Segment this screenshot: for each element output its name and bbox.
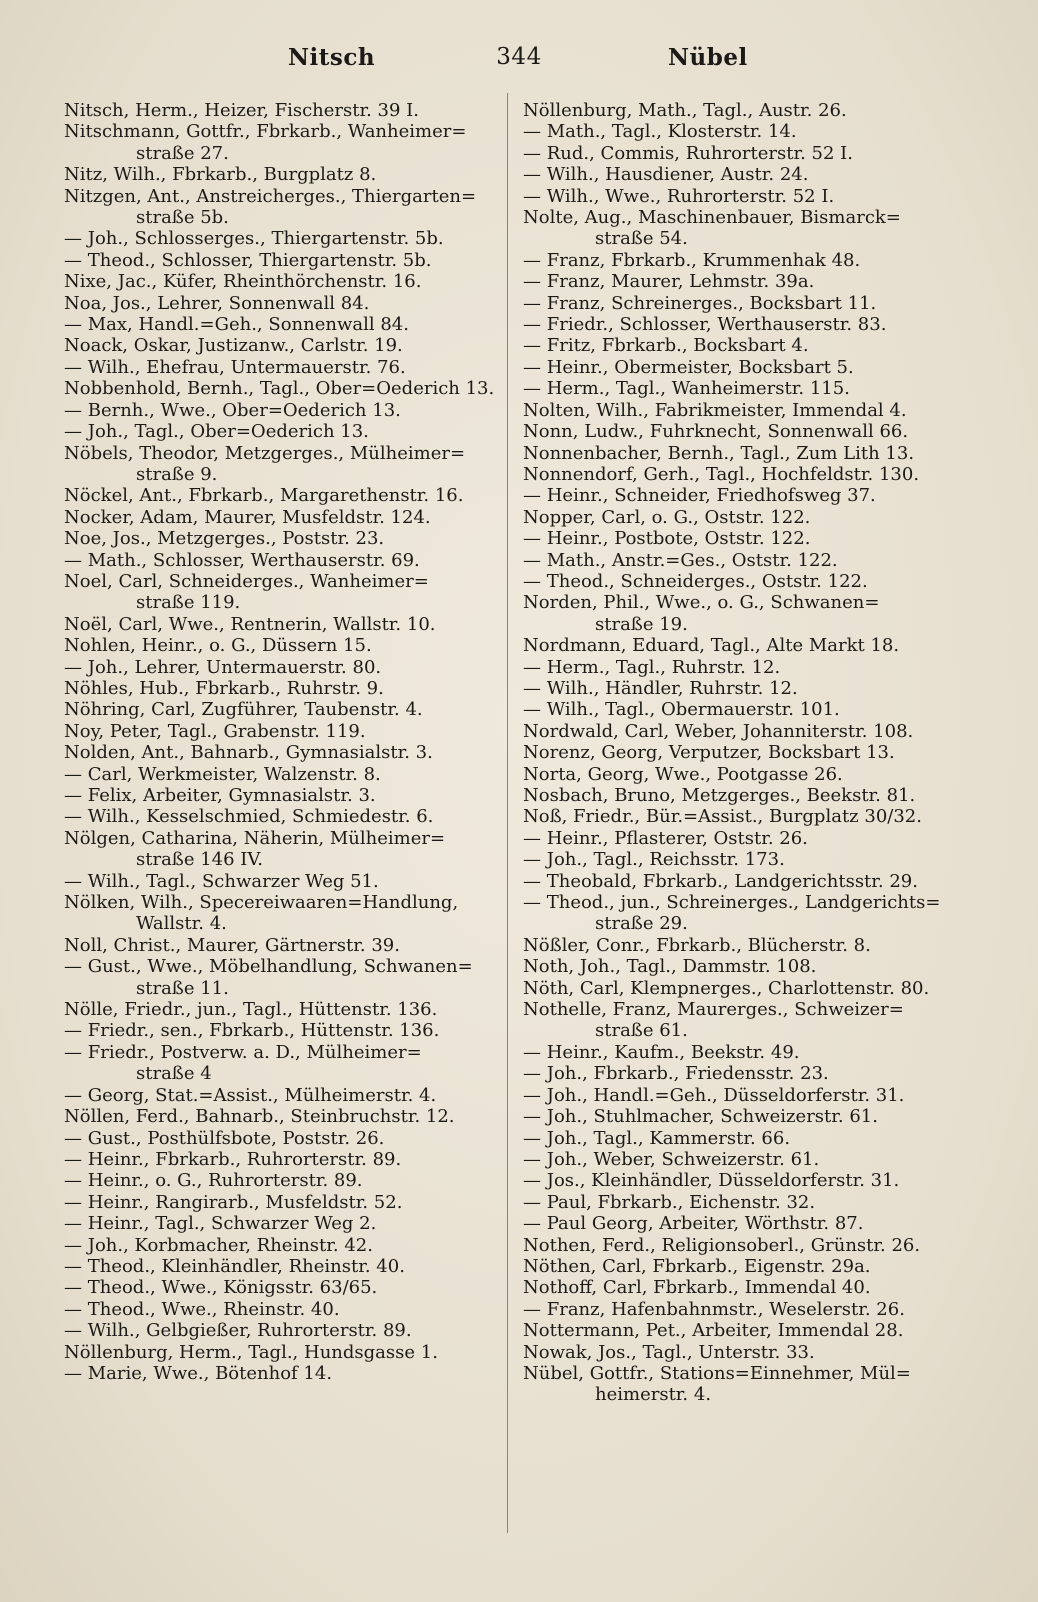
directory-entry <box>64 1106 494 1127</box>
entry-line: Nolden, Ant., Bahnarb., Gymnasialstr. 3. <box>64 742 433 764</box>
entry-line: — Wilh., Kesselschmied, Schmiedestr. 6. <box>64 806 434 828</box>
directory-entry <box>64 100 494 121</box>
directory-entry <box>523 592 953 635</box>
entry-line: — Joh., Lehrer, Untermauerstr. 80. <box>64 656 382 678</box>
entry-line: Noth, Joh., Tagl., Dammstr. 108. <box>523 956 817 978</box>
directory-entry <box>523 871 953 892</box>
entry-line: Nocker, Adam, Maurer, Musfeldstr. 124. <box>64 506 431 528</box>
entry-line: — Heinr., Rangirarb., Musfeldstr. 52. <box>64 1191 403 1213</box>
entry-line: — Heinr., Fbrkarb., Ruhrorterstr. 89. <box>64 1148 402 1170</box>
directory-entry <box>523 806 953 827</box>
directory-entry <box>523 1042 953 1063</box>
directory-entry <box>64 421 494 442</box>
directory-entry <box>523 849 953 870</box>
directory-entry <box>523 550 953 571</box>
entry-line: — Paul, Fbrkarb., Eichenstr. 32. <box>523 1191 816 1213</box>
directory-entry <box>64 785 494 806</box>
directory-entry <box>64 250 494 271</box>
directory-entry <box>64 1170 494 1191</box>
directory-entry <box>523 1106 953 1127</box>
directory-entry <box>64 528 494 549</box>
directory-entry <box>64 1235 494 1256</box>
directory-entry <box>523 1128 953 1149</box>
entry-line: Nöllenburg, Herm., Tagl., Hundsgasse 1. <box>64 1341 438 1363</box>
entry-line: — Friedr., Schlosser, Werthauserstr. 83. <box>523 314 887 336</box>
directory-entry <box>64 764 494 785</box>
entry-line: Nolten, Wilh., Fabrikmeister, Immendal 4. <box>523 399 907 421</box>
directory-entry <box>523 335 953 356</box>
directory-entry <box>523 314 953 335</box>
entry-continuation: straße 54. <box>595 228 688 250</box>
header-first-name: Nitsch <box>288 44 376 71</box>
entry-line: — Heinr., Kaufm., Beekstr. 49. <box>523 1041 800 1063</box>
directory-entry <box>523 1063 953 1084</box>
entry-line: Nölgen, Catharina, Näherin, Mülheimer= <box>64 827 446 849</box>
directory-entry <box>64 999 494 1020</box>
entry-line: Nöhles, Hub., Fbrkarb., Ruhrstr. 9. <box>64 677 384 699</box>
entry-line: Nolte, Aug., Maschinenbauer, Bismarck= <box>523 207 901 229</box>
entry-line: — Wilh., Hausdiener, Austr. 24. <box>523 164 809 186</box>
directory-entry <box>523 742 953 763</box>
entry-line: Nitschmann, Gottfr., Fbrkarb., Wanheimer= <box>64 121 467 143</box>
directory-entry <box>64 1320 494 1341</box>
directory-entry <box>64 1299 494 1320</box>
entry-line: — Theobald, Fbrkarb., Landgerichtsstr. 29. <box>523 870 918 892</box>
entry-continuation: Wallstr. 4. <box>136 913 227 935</box>
entry-line: — Theod., Wwe., Königsstr. 63/65. <box>64 1277 378 1299</box>
entry-line: Nosbach, Bruno, Metzgerges., Beekstr. 81. <box>523 785 916 806</box>
directory-entry <box>64 186 494 229</box>
entry-line: — Marie, Wwe., Bötenhof 14. <box>64 1362 333 1384</box>
entry-line: — Joh., Korbmacher, Rheinstr. 42. <box>64 1234 373 1256</box>
directory-entry <box>64 335 494 356</box>
entry-continuation: heimerstr. 4. <box>595 1384 712 1406</box>
column-divider <box>507 93 508 1533</box>
entry-continuation: straße 9. <box>136 463 218 485</box>
entry-line: — Heinr., Pflasterer, Oststr. 26. <box>523 827 808 849</box>
directory-entry <box>64 657 494 678</box>
entry-line: Nölken, Wilh., Specereiwaaren=Handlung, <box>64 892 459 914</box>
entry-line: Norenz, Georg, Verputzer, Bocksbart 13. <box>523 742 895 764</box>
directory-entry <box>523 357 953 378</box>
entry-line: — Heinr., Obermeister, Bocksbart 5. <box>523 356 854 378</box>
entry-line: Nöllenburg, Math., Tagl., Austr. 26. <box>523 100 847 121</box>
directory-entry <box>523 721 953 742</box>
directory-entry <box>523 100 953 121</box>
entry-line: Nobbenhold, Bernh., Tagl., Ober=Oederich 13. <box>64 378 495 400</box>
directory-entry <box>523 507 953 528</box>
entry-line: — Theod., Schlosser, Thiergartenstr. 5b. <box>64 249 432 271</box>
entry-line: Nöth, Carl, Klempnerges., Charlottenstr. 80. <box>523 977 930 999</box>
directory-entry <box>523 421 953 442</box>
entry-line: — Heinr., o. G., Ruhrorterstr. 89. <box>64 1170 363 1192</box>
entry-line: Nowak, Jos., Tagl., Unterstr. 33. <box>523 1341 815 1363</box>
entry-line: — Fritz, Fbrkarb., Bocksbart 4. <box>523 335 809 357</box>
entry-line: — Joh., Tagl., Reichsstr. 173. <box>523 849 785 871</box>
entry-line: — Bernh., Wwe., Ober=Oederich 13. <box>64 399 401 421</box>
directory-entry <box>523 443 953 464</box>
directory-entry <box>64 721 494 742</box>
directory-entry <box>523 571 953 592</box>
entry-line: — Friedr., sen., Fbrkarb., Hüttenstr. 136. <box>64 1020 440 1042</box>
directory-entry <box>523 1149 953 1170</box>
directory-entry <box>523 935 953 956</box>
directory-entry <box>64 1128 494 1149</box>
directory-entry <box>523 464 953 485</box>
directory-entry <box>64 635 494 656</box>
directory-entry <box>523 528 953 549</box>
entry-line: — Friedr., Postverw. a. D., Mülheimer= <box>64 1041 422 1063</box>
right-column <box>523 100 953 1406</box>
entry-line: — Wilh., Ehefrau, Untermauerstr. 76. <box>64 356 406 378</box>
directory-entry <box>523 164 953 185</box>
entry-line: — Joh., Fbrkarb., Friedensstr. 23. <box>523 1063 829 1085</box>
entry-line: — Franz, Maurer, Lehmstr. 39a. <box>523 271 815 293</box>
directory-entry <box>523 186 953 207</box>
directory-entry <box>64 378 494 399</box>
entry-line: — Math., Anstr.=Ges., Oststr. 122. <box>523 549 838 571</box>
entry-line: — Franz, Hafenbahnmstr., Weselerstr. 26. <box>523 1298 905 1320</box>
directory-entry <box>523 1277 953 1298</box>
entry-line: Nitz, Wilh., Fbrkarb., Burgplatz 8. <box>64 164 377 186</box>
directory-entry <box>64 121 494 164</box>
directory-entry <box>64 357 494 378</box>
left-column <box>64 100 494 1384</box>
directory-entry <box>64 293 494 314</box>
directory-entry <box>523 293 953 314</box>
entry-line: — Jos., Kleinhändler, Düsseldorferstr. 31. <box>523 1170 900 1192</box>
entry-continuation: straße 61. <box>595 1020 688 1042</box>
entry-line: Nöckel, Ant., Fbrkarb., Margarethenstr. 16. <box>64 485 464 507</box>
entry-line: Nonnenbacher, Bernh., Tagl., Zum Lith 13. <box>523 442 915 464</box>
entry-line: Nübel, Gottfr., Stations=Einnehmer, Mül= <box>523 1362 911 1384</box>
entry-line: — Franz, Fbrkarb., Krummenhak 48. <box>523 249 861 271</box>
entry-line: — Franz, Schreinerges., Bocksbart 11. <box>523 292 877 314</box>
entry-continuation: straße 5b. <box>136 207 229 229</box>
directory-entry <box>64 892 494 935</box>
directory-entry <box>64 806 494 827</box>
directory-entry <box>523 699 953 720</box>
directory-entry <box>523 1192 953 1213</box>
entry-line: Nitsch, Herm., Heizer, Fischerstr. 39 I. <box>64 100 420 121</box>
directory-entry <box>64 271 494 292</box>
entry-continuation: straße 119. <box>136 592 241 614</box>
entry-line: — Heinr., Tagl., Schwarzer Weg 2. <box>64 1213 377 1235</box>
directory-entry <box>523 1342 953 1363</box>
directory-entry <box>523 1299 953 1320</box>
entry-line: Nöhring, Carl, Zugführer, Taubenstr. 4. <box>64 699 423 721</box>
entry-line: Nothen, Ferd., Religionsoberl., Grünstr. 26. <box>523 1234 921 1256</box>
entry-line: — Theod., Kleinhändler, Rheinstr. 40. <box>64 1255 405 1277</box>
entry-line: Nöllen, Ferd., Bahnarb., Steinbruchstr. 12. <box>64 1106 455 1128</box>
directory-entry <box>64 507 494 528</box>
entry-line: Noß, Friedr., Bür.=Assist., Burgplatz 30/32. <box>523 806 922 828</box>
entry-line: — Joh., Schlosserges., Thiergartenstr. 5b. <box>64 228 444 250</box>
directory-entry <box>64 571 494 614</box>
directory-entry <box>523 1170 953 1191</box>
entry-line: — Theod., Wwe., Rheinstr. 40. <box>64 1298 340 1320</box>
directory-entry <box>523 1213 953 1234</box>
directory-entry <box>64 400 494 421</box>
entry-line: — Joh., Tagl., Ober=Oederich 13. <box>64 421 369 443</box>
entry-line: Noack, Oskar, Justizanw., Carlstr. 19. <box>64 335 403 357</box>
entry-line: — Theod., Schneiderges., Oststr. 122. <box>523 570 868 592</box>
directory-entry <box>64 1256 494 1277</box>
directory-entry <box>523 1235 953 1256</box>
entry-line: — Herm., Tagl., Wanheimerstr. 115. <box>523 378 850 400</box>
directory-entry <box>64 443 494 486</box>
entry-line: — Felix, Arbeiter, Gymnasialstr. 3. <box>64 785 376 806</box>
entry-continuation: straße 11. <box>136 977 229 999</box>
entry-line: Nothelle, Franz, Maurerges., Schweizer= <box>523 999 904 1021</box>
entry-line: Nölle, Friedr., jun., Tagl., Hüttenstr. 136. <box>64 999 438 1021</box>
directory-entry <box>64 1020 494 1041</box>
entry-line: Nixe, Jac., Küfer, Rheinthörchenstr. 16. <box>64 271 422 293</box>
entry-line: — Herm., Tagl., Ruhrstr. 12. <box>523 656 781 678</box>
entry-line: Noe, Jos., Metzgerges., Poststr. 23. <box>64 528 385 550</box>
entry-line: Noy, Peter, Tagl., Grabenstr. 119. <box>64 720 366 742</box>
directory-entry <box>64 1363 494 1384</box>
directory-entry <box>64 614 494 635</box>
entry-line: Noa, Jos., Lehrer, Sonnenwall 84. <box>64 292 370 314</box>
entry-line: — Math., Tagl., Klosterstr. 14. <box>523 121 797 143</box>
entry-line: — Wilh., Gelbgießer, Ruhrorterstr. 89. <box>64 1320 412 1342</box>
entry-line: — Gust., Wwe., Möbelhandlung, Schwanen= <box>64 956 473 978</box>
entry-line: — Wilh., Wwe., Ruhrorterstr. 52 I. <box>523 185 835 207</box>
entry-line: Nöthen, Carl, Fbrkarb., Eigenstr. 29a. <box>523 1255 871 1277</box>
entry-line: — Gust., Posthülfsbote, Poststr. 26. <box>64 1127 385 1149</box>
entry-line: — Carl, Werkmeister, Walzenstr. 8. <box>64 763 381 785</box>
page-header <box>0 44 1038 80</box>
entry-line: — Heinr., Postbote, Oststr. 122. <box>523 528 811 550</box>
entry-line: — Georg, Stat.=Assist., Mülheimerstr. 4. <box>64 1084 437 1106</box>
entry-line: Nottermann, Pet., Arbeiter, Immendal 28. <box>523 1320 904 1342</box>
header-last-name: Nübel <box>668 44 748 71</box>
directory-entry <box>64 1085 494 1106</box>
directory-entry <box>523 121 953 142</box>
entry-line: Nohlen, Heinr., o. G., Düssern 15. <box>64 635 372 657</box>
directory-entry <box>64 1277 494 1298</box>
directory-entry <box>523 378 953 399</box>
entry-line: — Wilh., Händler, Ruhrstr. 12. <box>523 677 798 699</box>
entry-line: Nitzgen, Ant., Anstreicherges., Thiergarten= <box>64 185 477 207</box>
entry-line: — Joh., Handl.=Geh., Düsseldorferstr. 31. <box>523 1084 905 1106</box>
entry-line: — Paul Georg, Arbeiter, Wörthstr. 87. <box>523 1213 864 1235</box>
entry-continuation: straße 19. <box>595 613 688 635</box>
entry-line: — Max, Handl.=Geh., Sonnenwall 84. <box>64 314 409 336</box>
entry-line: — Theod., jun., Schreinerges., Landgerichts= <box>523 892 941 914</box>
directory-entry <box>64 871 494 892</box>
directory-entry <box>523 250 953 271</box>
entry-line: Nonnendorf, Gerh., Tagl., Hochfeldstr. 130. <box>523 463 920 485</box>
directory-entry <box>64 314 494 335</box>
entry-line: Nordwald, Carl, Weber, Johanniterstr. 108. <box>523 720 914 742</box>
entry-continuation: straße 27. <box>136 142 229 164</box>
directory-entry <box>64 228 494 249</box>
directory-entry <box>64 1342 494 1363</box>
directory-entry <box>523 956 953 977</box>
directory-entry <box>523 764 953 785</box>
directory-entry <box>64 164 494 185</box>
entry-line: — Joh., Weber, Schweizerstr. 61. <box>523 1148 820 1170</box>
directory-entry <box>523 978 953 999</box>
directory-entry <box>64 678 494 699</box>
directory-entry <box>523 271 953 292</box>
entry-line: Noel, Carl, Schneiderges., Wanheimer= <box>64 570 429 592</box>
directory-entry <box>523 999 953 1042</box>
directory-entry <box>523 828 953 849</box>
directory-entry <box>64 1213 494 1234</box>
entry-line: — Rud., Commis, Ruhrorterstr. 52 I. <box>523 142 854 164</box>
directory-entry <box>64 742 494 763</box>
entry-line: Nöbels, Theodor, Metzgerges., Mülheimer= <box>64 442 466 464</box>
entry-line: Noll, Christ., Maurer, Gärtnerstr. 39. <box>64 934 400 956</box>
entry-line: Nothoff, Carl, Fbrkarb., Immendal 40. <box>523 1277 871 1299</box>
directory-entry <box>523 207 953 250</box>
directory-entry <box>64 1149 494 1170</box>
entry-line: Norta, Georg, Wwe., Pootgasse 26. <box>523 763 843 785</box>
entry-continuation: straße 4 <box>136 1063 212 1085</box>
directory-entry <box>523 892 953 935</box>
directory-entry <box>523 485 953 506</box>
directory-entry <box>64 485 494 506</box>
entry-line: — Math., Schlosser, Werthauserstr. 69. <box>64 549 420 571</box>
entry-line: — Heinr., Schneider, Friedhofsweg 37. <box>523 485 876 507</box>
entry-line: — Wilh., Tagl., Obermauerstr. 101. <box>523 699 840 721</box>
entry-line: Norden, Phil., Wwe., o. G., Schwanen= <box>523 592 880 614</box>
directory-entry <box>523 678 953 699</box>
entry-line: — Joh., Stuhlmacher, Schweizerstr. 61. <box>523 1106 878 1128</box>
directory-entry <box>523 400 953 421</box>
directory-entry <box>523 657 953 678</box>
directory-entry <box>64 956 494 999</box>
entry-line: — Joh., Tagl., Kammerstr. 66. <box>523 1127 791 1149</box>
directory-entry <box>523 1085 953 1106</box>
directory-entry <box>523 143 953 164</box>
directory-entry <box>64 550 494 571</box>
entry-line: Nonn, Ludw., Fuhrknecht, Sonnenwall 66. <box>523 421 909 443</box>
entry-line: Nopper, Carl, o. G., Oststr. 122. <box>523 506 811 528</box>
directory-entry <box>523 1320 953 1341</box>
directory-entry <box>64 1042 494 1085</box>
entry-line: — Wilh., Tagl., Schwarzer Weg 51. <box>64 870 379 892</box>
directory-entry <box>523 1363 953 1406</box>
directory-entry <box>523 635 953 656</box>
entry-continuation: straße 29. <box>595 913 688 935</box>
entry-line: Nößler, Conr., Fbrkarb., Blücherstr. 8. <box>523 934 871 956</box>
directory-entry <box>523 785 953 806</box>
directory-entry <box>64 935 494 956</box>
entry-line: Nordmann, Eduard, Tagl., Alte Markt 18. <box>523 635 900 657</box>
page-number: 344 <box>496 44 542 70</box>
entry-line: Noël, Carl, Wwe., Rentnerin, Wallstr. 10. <box>64 613 436 635</box>
directory-entry <box>64 699 494 720</box>
directory-entry <box>64 828 494 871</box>
entry-continuation: straße 146 IV. <box>136 849 263 871</box>
directory-entry <box>64 1192 494 1213</box>
directory-entry <box>523 1256 953 1277</box>
